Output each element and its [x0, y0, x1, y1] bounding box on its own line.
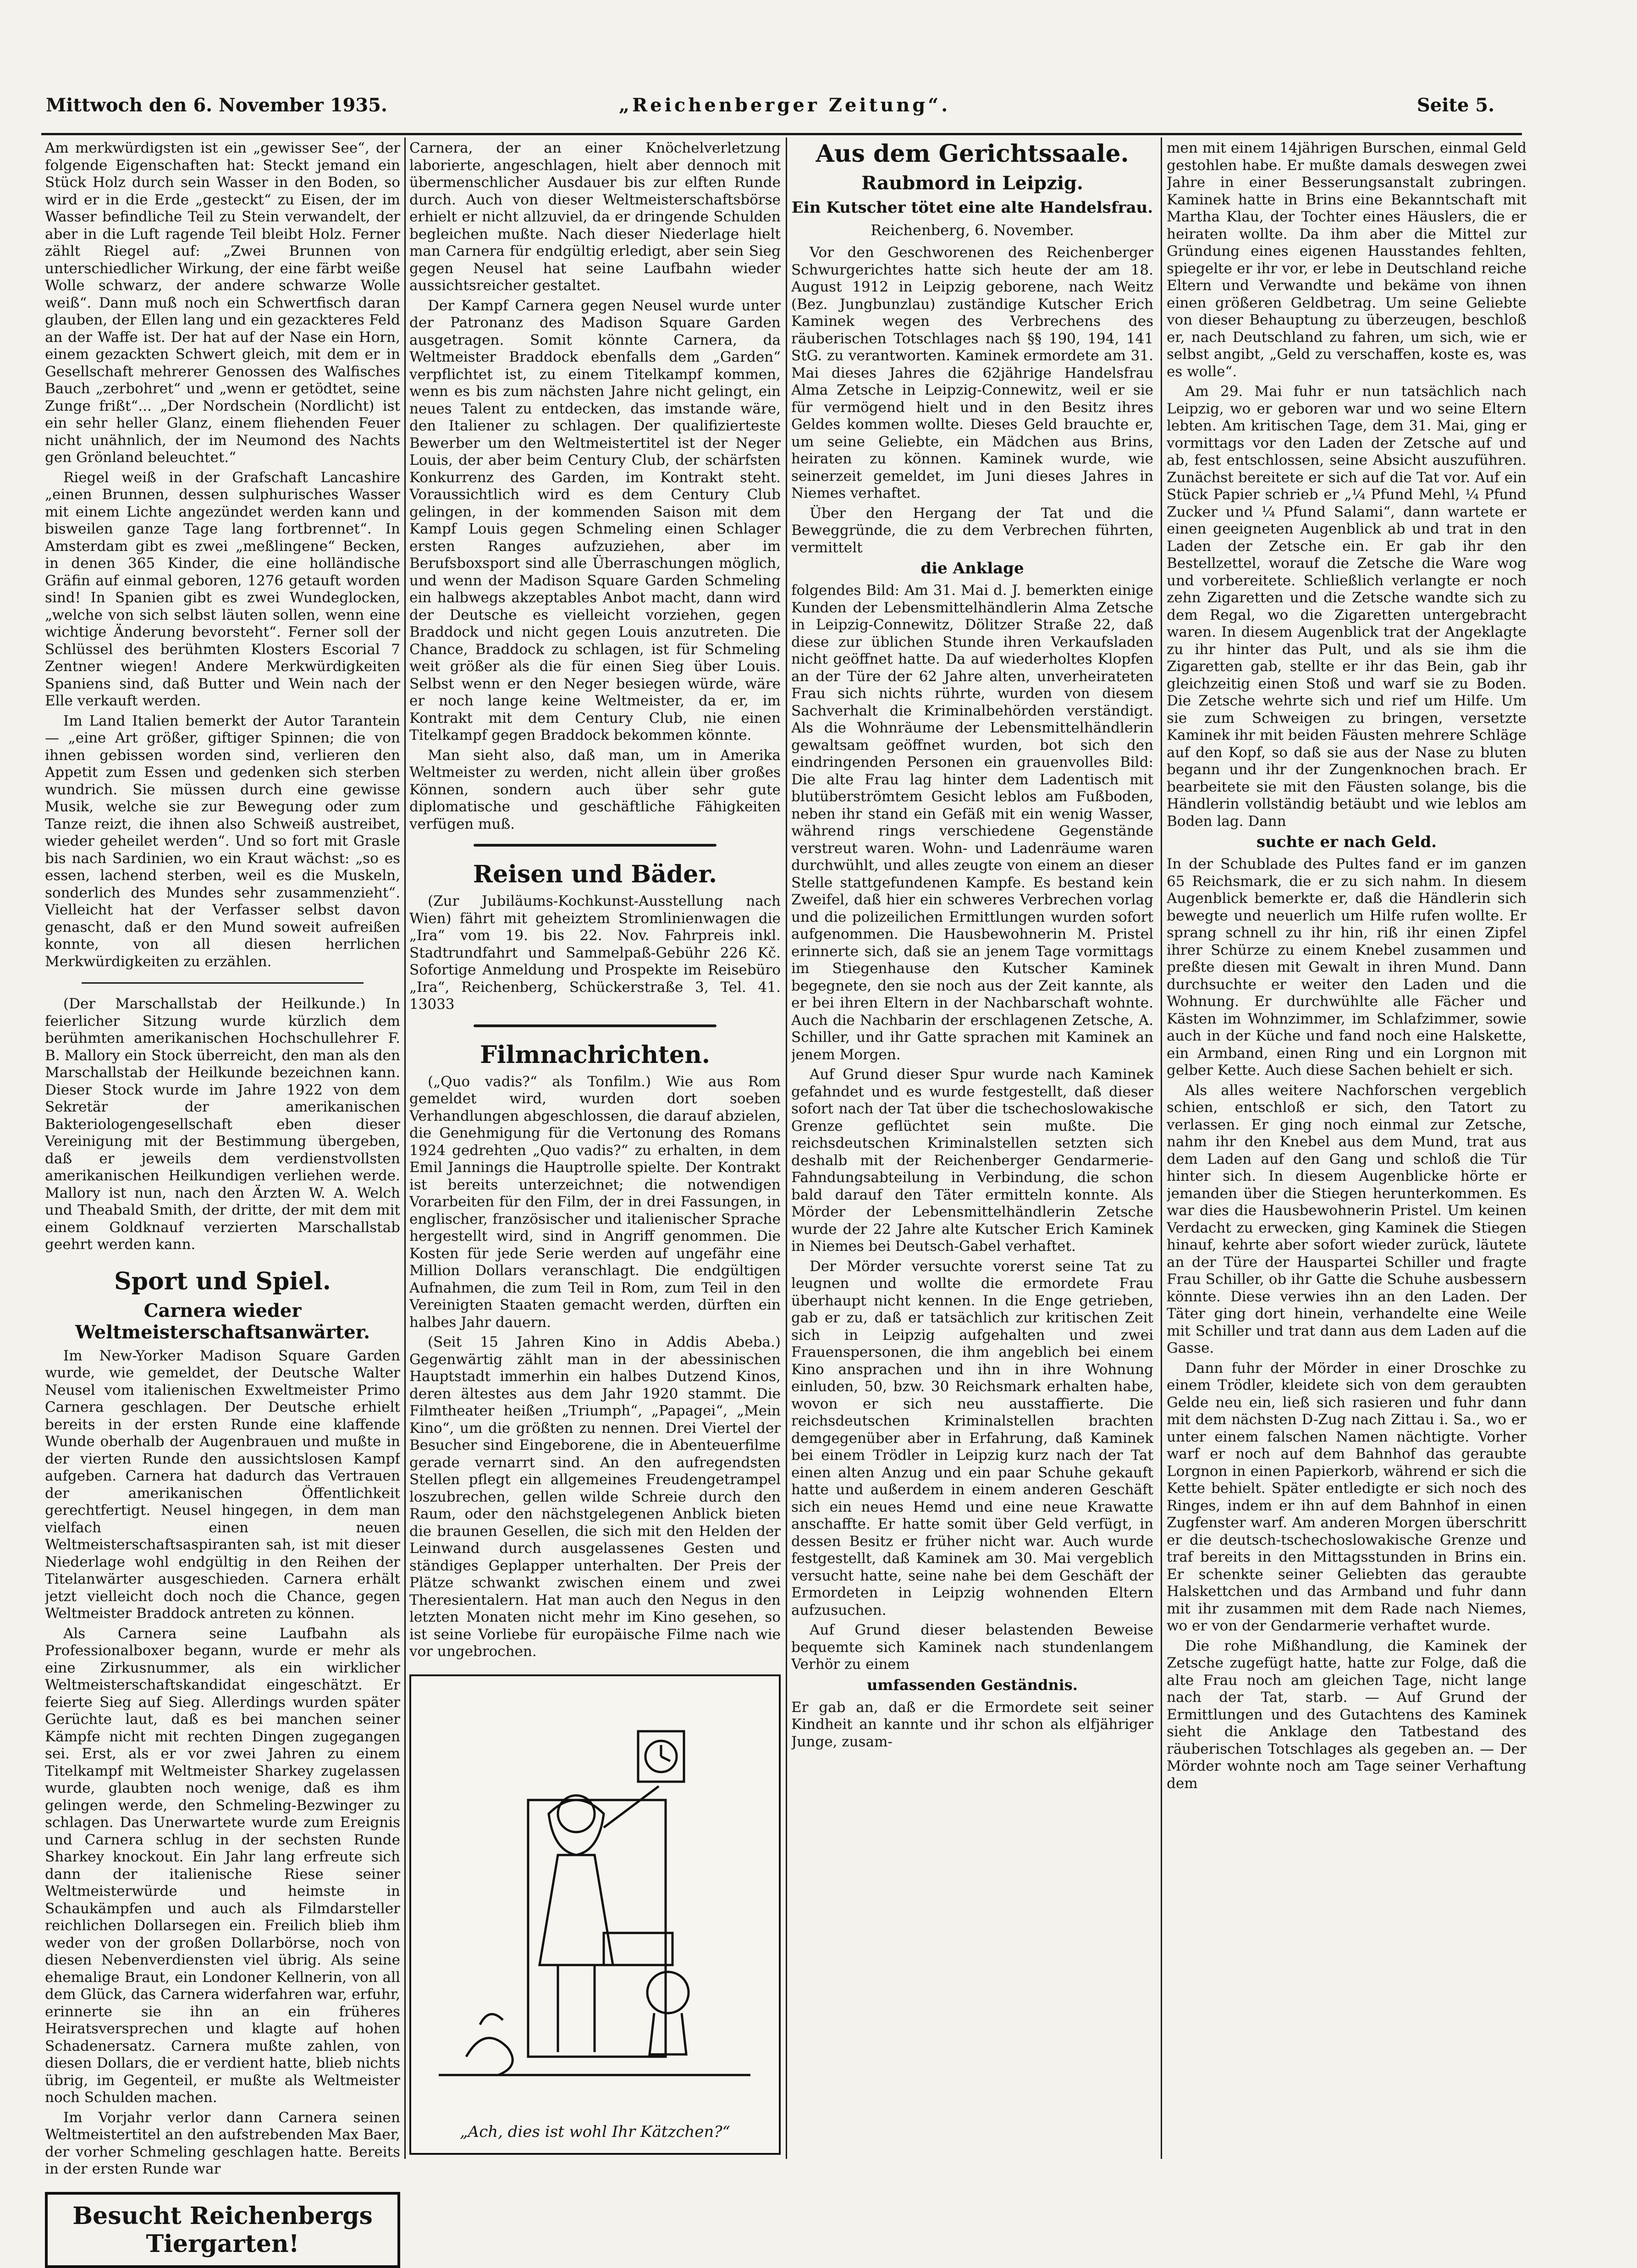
column-divider-2: [786, 138, 787, 2159]
article-paragraph: (Seit 15 Jahren Kino in Addis Abeba.) Gegenwärtig zählt man in der abessinischen Hauptstadt immerhin ein halbes Dutzend Kinos, deren ältestes aus dem Jahr 1920 stammt. Die Filmtheater heißen „Triumph“, „Papagei“, „Mein Kino“, um die größten zu nennen. Drei Viertel der Besucher sind Eingeborene, die in Abenteuerfilme gerade vernarrt sind. An den aufregendsten Stellen pflegt ein allgemeines Freudengetrampel loszubrechen, gellen wilde Schreie durch den Raum, oder den nächstgelegenen Anblick bieten die braunen Gesellen, die sich mit den Helden der Leinwand durch ausgelassenes Gesten und ständiges Geplapper unterhalten. Der Preis der Plätze schwankt zwischen einem und zwei Theresientalern. Hat man auch den Negus in den letzten Monaten nicht mehr im Kino gesehen, so ist seine Vorliebe für europäische Filme nach wie vor ungebrochen.: [409, 1334, 781, 1660]
article-paragraph: Als alles weitere Nachforschen vergeblich schien, entschloß er sich, den Tatort zu verlassen. Er ging noch einmal zur Zetsche, nahm ihr den Knebel aus dem Mund, trat aus dem Laden auf den Gang und schloß die Tür hinter sich. In diesem Augenblicke hörte er jemanden über die Stiegen herunterkommen. Es war dies die Hausbewohnerin Pristel. Um keinen Verdacht zu erwecken, ging Kaminek die Stiegen hinauf, kehrte aber sofort wieder zurück, läutete an der Türe der Hauspartei Schiller und fragte Frau Schiller, ob ihr Gatte die Schuhe ausbessern könnte. Diese verwies ihn an den Laden. Der Täter ging dort hinein, verhandelte eine Weile mit Schiller und trat dann aus dem Laden auf die Gasse.: [1167, 1082, 1527, 1356]
subheading-suchte: suchte er nach Geld.: [1256, 833, 1437, 851]
cartoon-illustration: [409, 1674, 781, 2155]
article-paragraph: Im New-Yorker Madison Square Garden wurde, wie gemeldet, der Deutsche Walter Neusel vom italienischen Exweltmeister Primo Carnera geschlagen. Der Deutsche erhielt bereits in der ersten Runde eine klaffende Wunde oberhalb der Augenbrauen und mußte in der vierten Runde den aussichtslosen Kampf aufgeben. Carnera hat dadurch das Vertrauen der amerikanischen Öffentlichkeit gerechtfertigt. Neusel hingegen, in dem man vielfach einen neuen Weltmeisterschaftsaspiranten sah, ist mit dieser Niederlage wohl endgültig in den Reihen der Titelanwärter ausgeschieden. Carnera erhält jetzt vielleicht doch noch die Chance, gegen Weltmeister Braddock antreten zu können.: [45, 1347, 400, 1622]
cartoon-caption: „Ach, dies ist wohl Ihr Kätzchen?“: [460, 2122, 730, 2141]
cartoon-drawing: [411, 1676, 778, 2107]
column-2: [409, 140, 781, 2155]
zoo-advertisement: Besucht Reichenbergs Tiergarten!: [45, 2192, 400, 2268]
header-page-number: Seite 5.: [1417, 94, 1494, 116]
article-paragraph: Man sieht also, daß man, um in Amerika Weltmeister zu werden, nicht allein über großes Können, sondern auch über sehr gute diplomatische und geschäftliche Fähigkeiten verfügen muß.: [409, 747, 781, 832]
article-paragraph: Auf Grund dieser Spur wurde nach Kaminek gefahndet und es wurde festgestellt, daß dieser sofort nach der Tat über die tschechoslowakische Grenze geflüchtet sein mußte. Die reichsdeutschen Kriminalstellen setzten sich deshalb mit der Reichenberger Gendarmerie-Fahndungsabteilung in Verbindung, die schon bald darauf den Täter ermitteln konnte. Als Mörder der Lebensmittelhändlerin Zetsche wurde der 22 Jahre alte Kutscher Erich Kaminek in Niemes bei Deutsch-Gabel verhaftet.: [791, 1066, 1153, 1255]
column-divider-1: [404, 138, 406, 2159]
section-rule: [82, 982, 364, 984]
article-paragraph: Im Vorjahr verlor dann Carnera seinen Weltmeistertitel an den aufstrebenden Max Baer, der vorher Schmeling geschlagen hatte. Bereits in der ersten Runde war: [45, 2109, 400, 2177]
header-date: Mittwoch den 6. November 1935.: [46, 94, 387, 116]
court-article-headline: Raubmord in Leipzig.: [861, 172, 1083, 194]
subheading-anklage: die Anklage: [920, 559, 1024, 578]
article-paragraph: Riegel weiß in der Grafschaft Lancashire „einen Brunnen, dessen sulphurisches Wasser mit einem Lichte angezündet werden kann und bisweilen ganze Tage lang fortbrennet“. In Amsterdam gibt es zwei „meßlingene“ Becken, in denen 365 Kinder, die eine holländische Gräfin auf einmal geboren, 1276 getauft worden sind! In Spanien gibt es zwei Wundeglocken, „welche von sich selbst läuten sollen, wenn eine wichtige Änderung bevorsteht“. Ferner soll der Schlüssel des berühmten Klosters Escorial 7 Zentner wiegen! Andere Merkwürdigkeiten Spaniens sind, daß Butter und Wein nach der Elle verkauft werden.: [45, 469, 400, 709]
article-paragraph: Als Carnera seine Laufbahn als Professionalboxer begann, wurde er mehr als eine Zirkusnummer, als ein wirklicher Weltmeisterschaftskandidat eingeschätzt. Er feierte Sieg auf Sieg. Allerdings wurden später Gerüchte laut, daß es bei manchen seiner Kämpfe nicht mit rechten Dingen zugegangen sei. Erst, als er vor zwei Jahren zu einem Titelkampf mit Weltmeister Sharkey zugelassen wurde, glaubten noch wenige, daß es ihm gelingen werde, den Schmeling-Bezwinger zu schlagen. Das Unerwartete wurde zum Ereignis und Carnera schlug in der sechsten Runde Sharkey knockout. Ein Jahr lang erfreute sich dann der italienische Riese seiner Weltmeisterwürde und heimste in Schaukämpfen und auch als Filmdarsteller reichlichen Dollarsegen ein. Freilich blieb ihm weder von der großen Dollarbörse, noch von diesen Nebenverdiensten viel übrig. Als seine ehemalige Braut, ein Londoner Kellnerin, von all dem Glück, das Carnera widerfahren war, erfuhr, erinnerte sie ihn an ein früheres Heiratsversprechen und klagte auf hohen Schadenersatz. Carnera mußte zahlen, von diesen Dollars, die er verdient hatte, blieb nichts übrig, im Gegenteil, er mußte als Weltmeister noch Schulden machen.: [45, 1625, 400, 2106]
article-paragraph: Die rohe Mißhandlung, die Kaminek der Zetsche zugefügt hatte, hatte zur Folge, daß die alte Frau noch am gleichen Tage, nicht lange nach der Tat, starb. — Auf Grund der Ermittlungen und des Gutachtens des Kaminek sieht die Anklage den Tatbestand des räuberischen Totschlages als gegeben an. — Der Mörder wohnte noch am Tage seiner Verhaftung dem: [1167, 1637, 1527, 1792]
article-paragraph: Im Land Italien bemerkt der Autor Tarantein — „eine Art größer, giftiger Spinnen; die von ihnen gebissen worden sind, verlieren den Appetit zum Essen und gedenken sich sterben wundrich. Sie müssen durch eine gewisse Musik, welche sie zur Bewegung oder zum Tanze reizt, die ihnen also Schweiß austreibet, wieder geheilet werden“. Und so fort mit Grasle bis nach Sardinien, wo ein Kraut wächst: „so es essen, lachend sterben, weil es die Muskeln, sonderlich des Mundes sehr zusammenzieht“. Vielleicht hat der Verfasser selbst davon genascht, daß er den Mund soweit aufreißen konnte, von all diesen herrlichen Merkwürdigkeiten zu erzählen.: [45, 712, 400, 970]
section-rule: [474, 844, 717, 847]
article-paragraph: (Der Marschallstab der Heilkunde.) In feierlicher Sitzung wurde kürzlich dem berühmten amerikanischen Hochschullehrer F. B. Mallory ein Stock überreicht, den man als den Marschallstab der Heilkunde bezeichnen kann. Dieser Stock wurde im Jahre 1922 von dem Sekretär der amerikanischen Bakteriologengesellschaft eben dieser Vereinigung mit der Bestimmung übergeben, daß er jeweils dem verdienstvollsten amerikanischen Heilkundigen verliehen werde. Mallory ist nun, nach den Ärzten W. A. Welch und Theabald Smith, der dritte, der mit dem mit einem Goldknauf verzierten Marschallstab geehrt werden kann.: [45, 996, 400, 1253]
page-header: [32, 90, 1513, 133]
section-rule: [474, 1024, 717, 1027]
article-paragraph: folgendes Bild: Am 31. Mai d. J. bemerkten einige Kunden der Lebensmittelhändlerin Alma Zetsche in Leipzig-Connewitz, Dölitzer Straße 22, daß diese zur üblichen Stunde ihren Verkaufsladen nicht geöffnet hatte. Da auf wiederholtes Klopfen an der Türe der 62 Jahre alten, unverheirateten Frau sich nichts rührte, wurden von diesem Sachverhalt die Kriminalbehörden verständigt. Als die Wohnräume der Lebensmittelhändlerin gewaltsam geöffnet wurden, bot sich den eindringenden Personen ein grauenvolles Bild: Die alte Frau lag hinter dem Ladentisch mit blutüberströmtem Gesicht leblos am Fußboden, neben ihr stand ein Gefäß mit ein wenig Wasser, während rings verschiedene Gegenstände verstreut waren. Wohn- und Ladenräume waren durchwühlt, und alles zeugte von einem an dieser Stelle stattgefundenen Kampfe. Es bestand kein Zweifel, daß hier ein schweres Verbrechen vorlag und die polizeilichen Ermittlungen wurden sofort aufgenommen. Die Hausbewohnerin M. Pristel erinnerte sich, daß sie an jenem Tage vormittags im Stiegenhause den Kutscher Kaminek begegnete, den sie noch aus der Zeit kannte, als er bei ihren Eltern in der Nachbarschaft wohnte. Auch die Nachbarin der erschlagenen Zetsche, A. Schiller, und ihr Gatte sprachen mit Kaminek an jenem Morgen.: [791, 582, 1153, 1063]
column-3: [791, 140, 1153, 1753]
court-article-subheadline: Ein Kutscher tötet eine alte Handelsfrau.: [791, 198, 1153, 217]
film-section-title: Filmnachrichten.: [480, 1040, 711, 1069]
travel-section-title: Reisen und Bäder.: [473, 860, 717, 888]
subheading-gestaendnis: umfassenden Geständnis.: [867, 1676, 1078, 1694]
article-paragraph: Auf Grund dieser belastenden Beweise bequemte sich Kaminek nach stundenlangem Verhör zu einem: [791, 1622, 1153, 1673]
sport-article-headline: Carnera wieder Weltmeisterschaftsanwärter.: [75, 1299, 370, 1343]
article-paragraph: In der Schublade des Pultes fand er im ganzen 65 Reichsmark, die er zu sich nahm. In diesem Augenblick bemerkte er, daß die Händlerin sich bewegte und neuerlich um Hilfe rufen wollte. Er sprang schnell zu ihr hin, riß ihr einen Zipfel ihrer Schürze zu einem Knebel zusammen und preßte diesen mit Gewalt in ihren Mund. Dann durchsuchte er weiter den Laden und die Wohnung. Er durchwühlte alle Fächer und Kästen im Wohnzimmer, im Schlafzimmer, sowie auch in der Küche und fand noch eine Halskette, ein Armband, einen Ring und ein Lorgnon mit gelber Kette. Auch diese Sachen behielt er sich.: [1167, 856, 1527, 1079]
article-paragraph: („Quo vadis?“ als Tonfilm.) Wie aus Rom gemeldet wird, wurden dort soeben Verhandlungen abgeschlossen, die darauf abzielen, die Genehmigung für die Vertonung des Romans 1924 gedrehten „Quo vadis?“ zu erhalten, in dem Emil Jannings die Hauptrolle spielte. Der Kontrakt ist bereits unterzeichnet; die notwendigen Vorarbeiten für den Film, der in drei Fassungen, in englischer, französischer und italienischer Sprache hergestellt wird, sind in Angriff genommen. Die Kosten für jede Serie werden auf ungefähr eine Million Dollars veranschlagt. Die endgültigen Aufnahmen, die zum Teil in Rom, zum Teil in den Vereinigten Staaten gemacht werden, dürften ein halbes Jahr dauern.: [409, 1073, 781, 1331]
article-paragraph: Carnera, der an einer Knöchelverletzung laborierte, angeschlagen, hielt aber dennoch mit übermenschlicher Ausdauer bis zur elften Runde durch. Auch von dieser Weltmeisterschaftsbörse erhielt er nicht allzuviel, da er dringende Schulden begleichen mußte. Nach dieser Niederlage hielt man Carnera für endgültig erledigt, aber sein Sieg gegen Neusel hat seine Laufbahn wieder aussichtsreicher gestaltet.: [409, 140, 781, 294]
sport-section-title: Sport und Spiel.: [114, 1267, 331, 1295]
court-section-title: Aus dem Gerichtssaale.: [816, 140, 1129, 168]
article-paragraph: Der Mörder versuchte vorerst seine Tat zu leugnen und wollte die ermordete Frau überhaupt nicht kennen. In die Enge getrieben, gab er zu, daß er tatsächlich zur kritischen Zeit sich in Leipzig aufgehalten und zwei Frauenspersonen, die ihm angeblich bei einem Kino ansprachen und ihn in ihre Wohnung einluden, 50, bzw. 30 Reichsmark erhalten habe, wovon er sich neu ausstaffierte. Die reichsdeutschen Kriminalstellen brachten demgegenüber aber in Erfahrung, daß Kaminek bei einem Trödler in Leipzig kurz nach der Tat einen alten Anzug und ein paar Schuhe gekauft hatte und außerdem in einem anderen Geschäft sich ein neues Hemd und eine neue Krawatte anschaffte. Er hatte somit über Geld verfügt, in dessen Besitz er früher nicht war. Auch wurde festgestellt, daß Kaminek am 30. Mai vergeblich versucht hatte, seine nahe bei dem Geschäft der Ermordeten in Leipzig wohnenden Eltern aufzusuchen.: [791, 1258, 1153, 1618]
article-paragraph: Vor den Geschworenen des Reichenberger Schwurgerichtes hatte sich heute der am 18. August 1912 in Leipzig geborene, nach Weitz (Bez. Jungbunzlau) zuständige Kutscher Erich Kaminek wegen des Verbrechens des räuberischen Totschlages nach §§ 190, 194, 141 StG. zu verantworten. Kaminek ermordete am 31. Mai dieses Jahres die 62jährige Handelsfrau Alma Zetsche in Leipzig-Connewitz, weil er sie für vermögend hielt und in den Besitz ihres Geldes kommen wollte. Dieses Geld brauchte er, um seine Geliebte, ein Mädchen aus Brins, heiraten zu können. Kaminek wurde, wie seinerzeit gemeldet, im Juni dieses Jahres in Niemes verhaftet.: [791, 244, 1153, 501]
article-paragraph: (Zur Jubiläums-Kochkunst-Ausstellung nach Wien) fährt mit geheiztem Stromlinienwagen die „Ira“ vom 19. bis 22. Nov. Fahrpreis inkl. Stadtrundfahrt und Sammelpaß-Gebühr 226 Kč. Sofortige Anmeldung und Prospekte im Reisebüro „Ira“, Reichenberg, Schückerstraße 3, Tel. 41. 13033: [409, 893, 781, 1013]
article-paragraph: Der Kampf Carnera gegen Neusel wurde unter der Patronanz des Madison Square Garden ausgetragen. Somit könnte Carnera, da Weltmeister Braddock ebenfalls dem „Garden“ verpflichtet ist, zu einem Titelkampf kommen, wenn es bis zum nächsten Jahre nicht gelingt, ein neues Talent zu entdecken, das imstande wäre, den Italiener zu schlagen. Der qualifizierteste Bewerber um den Weltmeistertitel ist der Neger Louis, der aber beim Century Club, der schärfsten Konkurrenz des Garden, im Kontrakt steht. Voraussichtlich wird es dem Century Club gelingen, in der kommenden Saison mit dem Kampf Louis gegen Schmeling einen Schlager ersten Ranges aufzuziehen, aber im Berufsboxsport sind alle Überraschungen möglich, und wenn der Madison Square Garden Schmeling ein halbwegs akzeptables Anbot macht, dann wird der Deutsche es vielleicht vorziehen, gegen Braddock und nicht gegen Louis anzutreten. Die Chance, Braddock zu schlagen, ist für Schmeling weit größer als die für einen Sieg über Louis. Selbst wenn er den Neger besiegen würde, wäre er noch lange keine Weltmeister, da er, im Kontrakt mit dem Century Club, nie einen Titelkampf gegen Braddock bekommen könnte.: [409, 297, 781, 743]
article-dateline: Reichenberg, 6. November.: [871, 221, 1074, 239]
article-paragraph: Am 29. Mai fuhr er nun tatsächlich nach Leipzig, wo er geboren war und wo seine Eltern lebten. Am kritischen Tage, dem 31. Mai, ging er vormittags vor den Laden der Zetsche auf und ab, fest entschlossen, seine Absicht auszuführen. Zunächst bereitete er sich auf die Tat vor. Auf ein Stück Papier schrieb er „¼ Pfund Mehl, ¼ Pfund Zucker und ¼ Pfund Salami“, dann wartete er einen geeigneten Augenblick ab und trat in den Laden der Zetsche ein. Er gab ihr den Bestellzettel, worauf die Zetsche die Ware wog und vorbereitete. Schließlich verlangte er noch zehn Zigaretten und die Zetsche wandte sich zu dem Regal, wo die Zigaretten untergebracht waren. In diesem Augenblick trat der Angeklagte zu ihr hinter das Pult, und als sie ihm die Zigaretten gab, stellte er ihr das Bein, gab ihr gleichzeitig einen Stoß und warf sie zu Boden. Die Zetsche wehrte sich und rief um Hilfe. Um sie zum Schweigen zu bringen, versetzte Kaminek ihr mit beiden Fäusten mehrere Schläge auf den Kopf, so daß sie aus der Nase zu bluten begann und ihr der Zungenknochen brach. Er bearbeitete sie mit den Fäusten solange, bis die Händlerin vollständig betäubt und wie leblos am Boden lag. Dann: [1167, 383, 1527, 830]
article-paragraph: Dann fuhr der Mörder in einer Droschke zu einem Trödler, kleidete sich von dem geraubten Gelde neu ein, ließ sich rasieren und fuhr dann mit dem nächsten D-Zug nach Zittau i. Sa., wo er unter einem falschen Namen nächtigte. Vorher warf er noch auf dem Bahnhof das geraubte Lorgnon in einen Papierkorb, während er sich die Kette behielt. Später entledigte er sich noch des Ringes, indem er ihn auf dem Bahnhof in einen Zugfenster warf. Am anderen Morgen überschritt er die deutsch-tschechoslowakische Grenze und traf bereits in den Mittagsstunden in Brins ein. Er schenkte seiner Geliebten das geraubte Halskettchen und das Armband und fuhr dann mit ihr zusammen mit dem Rade nach Niemes, wo er von der Gendarmerie verhaftet wurde.: [1167, 1360, 1527, 1634]
header-rule: [41, 133, 1522, 135]
column-divider-3: [1161, 138, 1162, 2159]
article-paragraph: men mit einem 14jährigen Burschen, einmal Geld gestohlen habe. Er mußte damals deswegen zwei Jahre in einer Besserungsanstalt zubringen. Kaminek hatte in Brins eine Bekanntschaft mit Martha Klau, der Tochter eines Häuslers, die er heiraten wollte. Da ihm aber die Mittel zur Gründung eines eigenen Hausstandes fehlten, spiegelte er ihr vor, er lebe in Deutschland reiche Eltern und Verwandte und bekäme von ihnen einen größeren Geldbetrag. Um seine Geliebte von dieser Behauptung zu überzeugen, beschloß er, nach Deutschland zu fahren, um sich, wie er selbst angibt, „Geld zu verschaffen, koste es, was es wolle“.: [1167, 140, 1527, 380]
article-paragraph: Am merkwürdigsten ist ein „gewisser See“, der folgende Eigenschaften hat: Steckt jemand ein Stück Holz durch sein Wasser in den Boden, so wird er in die Erde „gesteckt“ zu Eisen, der im Wasser befindliche Teil zu Stein verwandelt, der aber in die Luft ragende Teil bleibt Holz. Ferner zählt Riegel auf: „Zwei Brunnen von unterschiedlicher Wirkung, der eine färbt weiße Wolle schwarz, der andere schwarze Wolle weiß“. Dann muß noch ein Schwertfisch daran glauben, der Ellen lang und ein gezackteres Feld an der Waffe ist. Der hat auf der Nase ein Horn, einem gezackten Schwert gleich, mit dem er in Gesellschaft mehrerer Genossen des Walfisches Bauch „zerbohret“ und „wenn er getödtet, seine Zunge frißt“... „Der Nordschein (Nordlicht) ist ein sehr heller Glanz, einem fliehenden Feuer nicht unähnlich, der im Neumond des Nachts gen Grönland beleuchtet.“: [45, 140, 400, 466]
header-newspaper-title: „Reichenberger Zeitung“.: [619, 94, 951, 116]
article-paragraph: Er gab an, daß er die Ermordete seit seiner Kindheit an kannte und ihr schon als elfjähriger Junge, zusam-: [791, 1699, 1153, 1750]
column-1: [45, 140, 400, 2268]
article-paragraph: Über den Hergang der Tat und die Beweggründe, die zu dem Verbrechen führten, vermittelt: [791, 505, 1153, 556]
column-4: [1167, 140, 1527, 1795]
